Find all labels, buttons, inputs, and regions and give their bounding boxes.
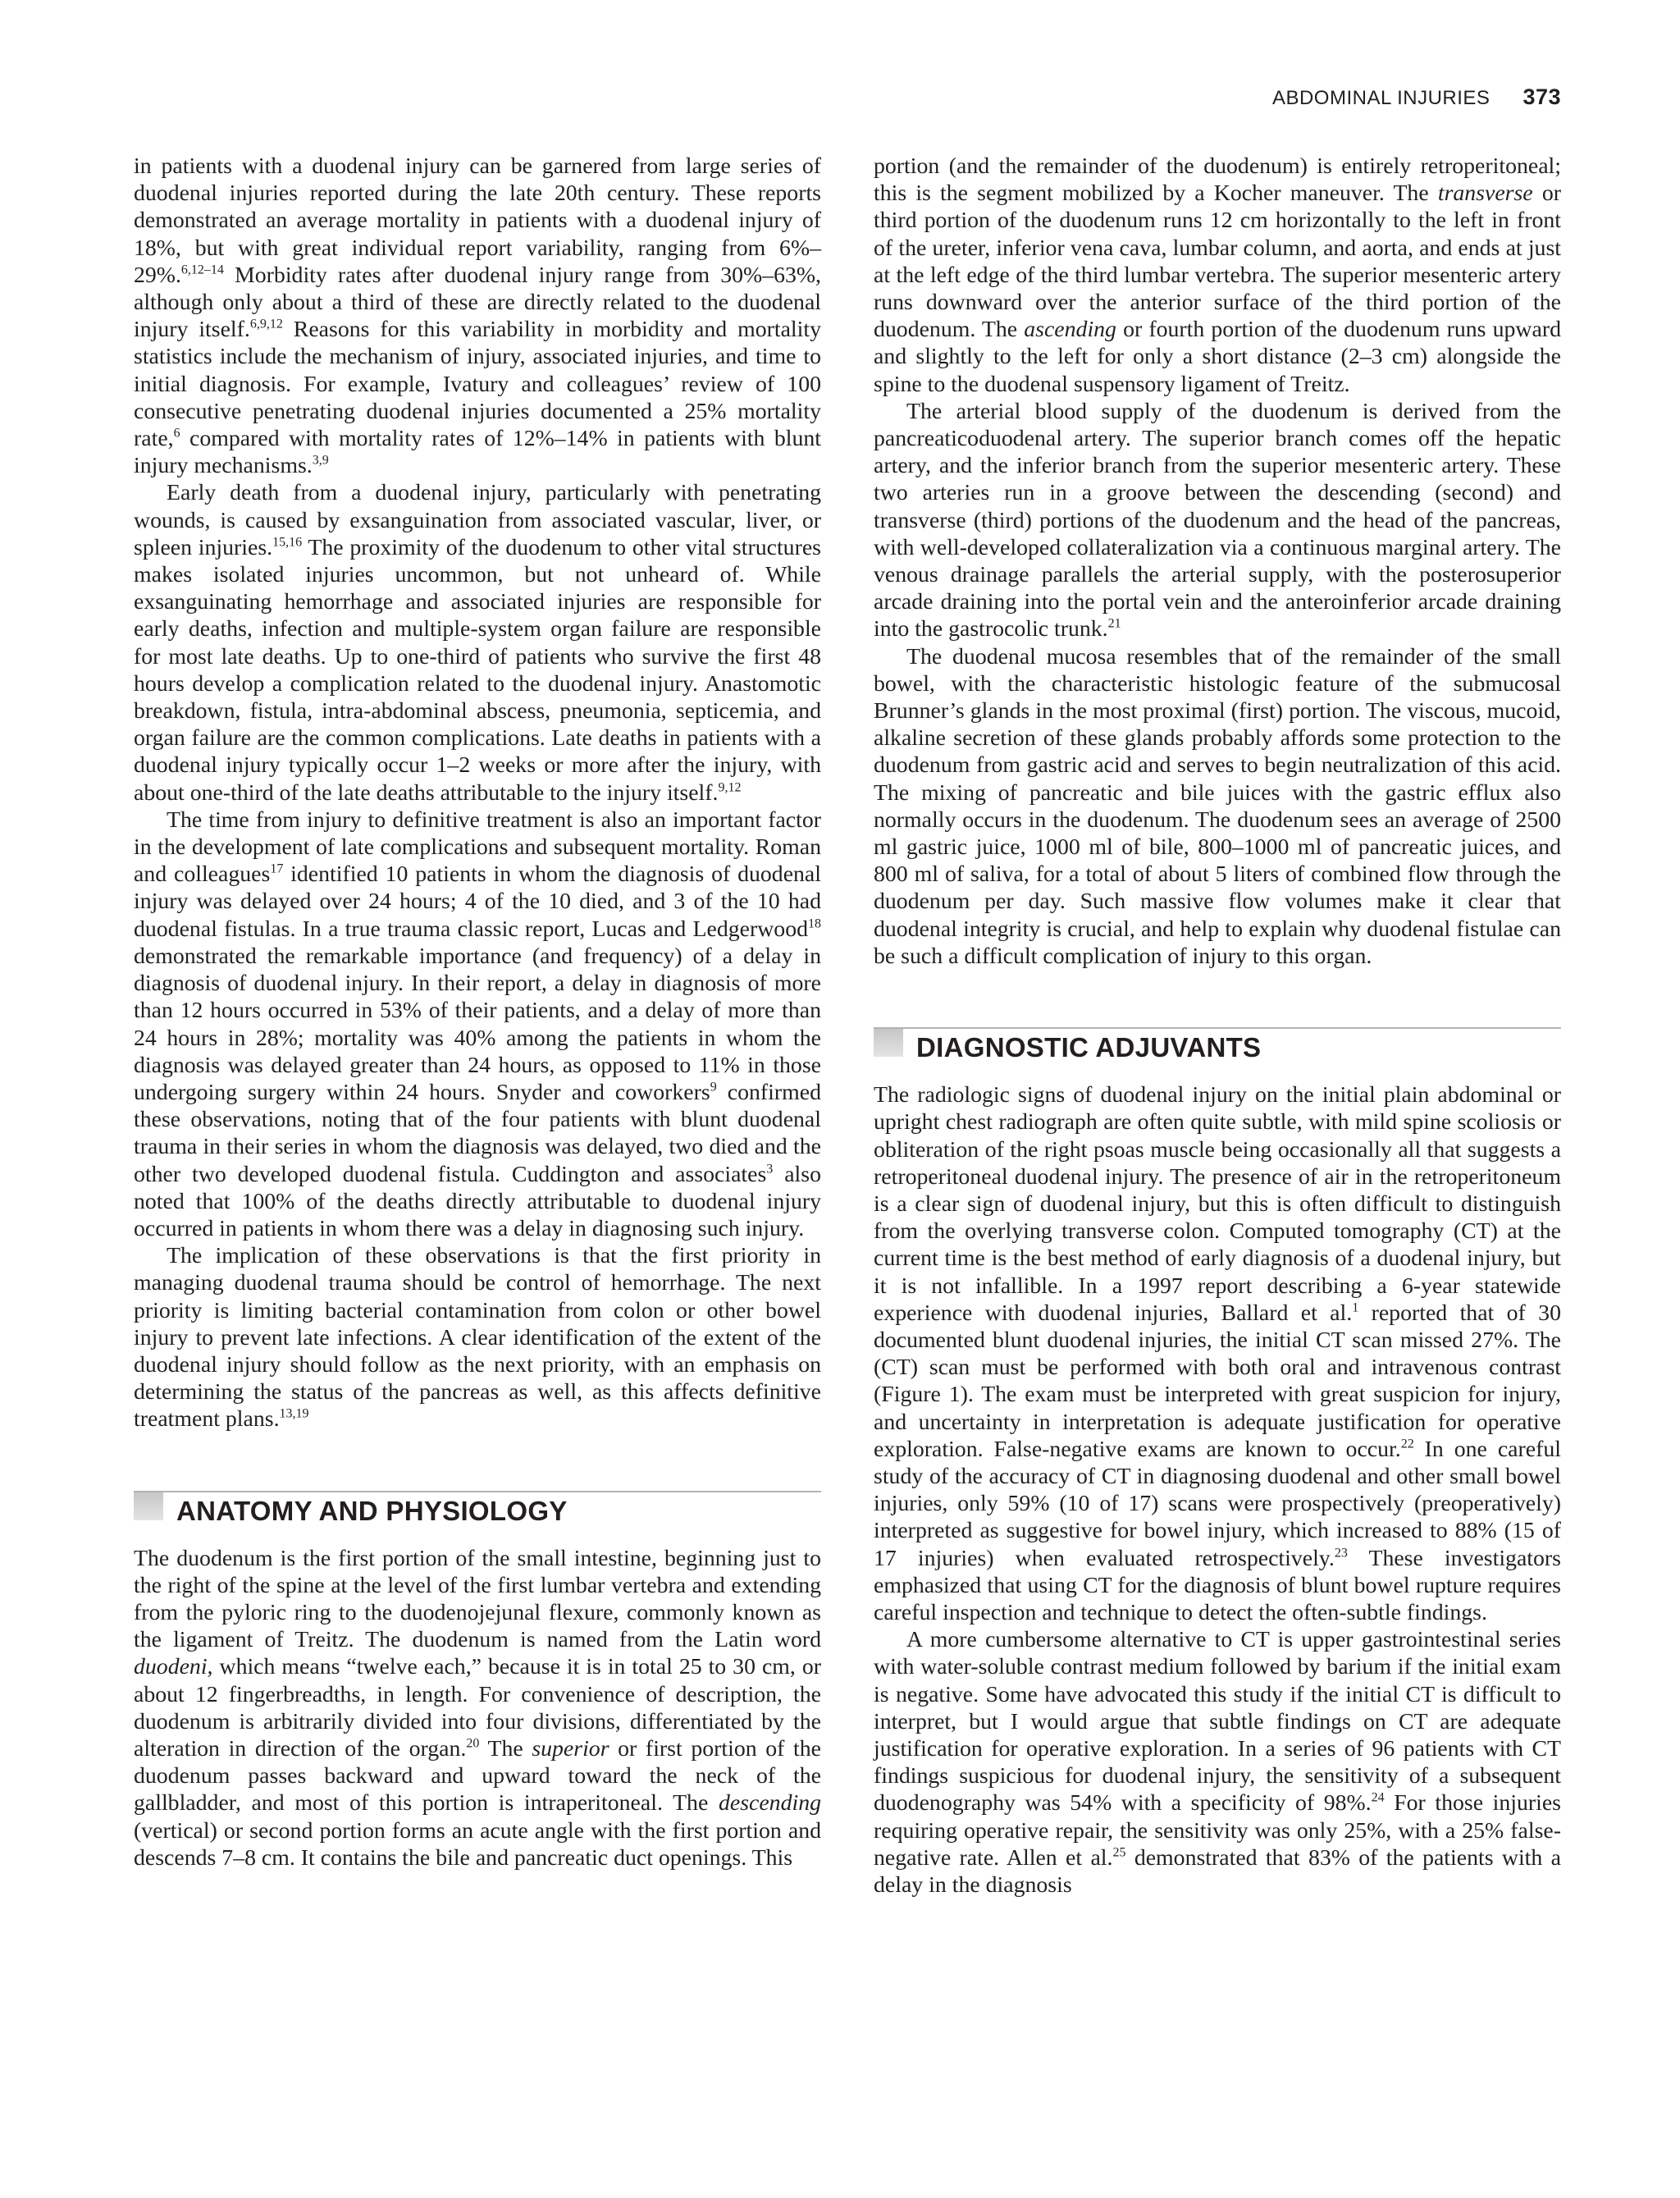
body-paragraph: portion (and the remainder of the duodenum) is entirely retroperitoneal; this is the segment mobilized by a Kocher maneuver. The transverse or third portion of the duodenum runs 12 cm horizontally to the left in front of the ureter, inferior vena cava, lumbar column, and aorta, and ends at just at the left edge of the third lumbar vertebra. The superior mesenteric artery runs downward over the anterior surface of the third portion of the duodenum. The ascending or fourth portion of the duodenum runs upward and slightly to the left for only a short distance (2–3 cm) alongside the spine to the duodenal suspensory ligament of Treitz. [874, 153, 1561, 397]
body-paragraph: The duodenum is the first portion of the small intestine, beginning just to the right of the spine at the level of the first lumbar vertebra and extending from the pyloric ring to the duodenojejunal flexure, commonly known as the ligament of Treitz. The duodenum is named from the Latin word duodeni, which means “twelve each,” because it is in total 25 to 30 cm, or about 12 fingerbreadths, in length. For convenience of description, the duodenum is arbitrarily divided into four divisions, differentiated by the alteration in direction of the organ.$^{20}$ The superior or first portion of the duodenum passes backward and upward toward the neck of the gallbladder, and most of this portion is intraperitoneal. The descending (vertical) or second portion forms an acute angle with the first portion and descends 7–8 cm. It contains the bile and pancreatic duct openings. This [134, 1545, 821, 1871]
body-paragraph: in patients with a duodenal injury can be garnered from large series of duodenal injuries reported during the late 20th century. These reports demonstrated an average mortality in patients with a duodenal injury of 18%, but with great individual report variability, ranging from 6%–29%.$^{6,12-14}$ Morbidity rates after duodenal injury range from 30%–63%, although only about a third of these are directly related to the duodenal injury itself.$^{6,9,12}$ Reasons for this variability in morbidity and mortality statistics include the mechanism of injury, associated injuries, and time to initial diagnosis. For example, Ivatury and colleagues’ review of 100 consecutive penetrating duodenal injuries documented a 25% mortality rate,$^6$ compared with mortality rates of 12%–14% in patients with blunt injury mechanisms.$^{3,9}$ [134, 153, 821, 479]
body-paragraph: The arterial blood supply of the duodenum is derived from the pancreaticoduodenal artery. The superior branch comes off the hepatic artery, and the inferior branch from the superior mesenteric artery. These two arteries run in a groove between the descending (second) and transverse (third) portions of the duodenum and the head of the pancreas, with well-developed collateralization via a continuous marginal artery. The venous drainage parallels the arterial supply, with the posterosuperior arcade draining into the portal vein and the anteroinferior arcade draining into the gastrocolic trunk.$^{21}$ [874, 398, 1561, 642]
running-header [1272, 85, 1561, 110]
page-number: 373 [1522, 85, 1561, 109]
left-column [134, 153, 821, 1871]
body-paragraph: The time from injury to definitive treatment is also an important factor in the development of late complications and subsequent mortality. Roman and colleagues$^{17}$ identified 10 patients in whom the diagnosis of duodenal injury was delayed over 24 hours; 4 of the 10 died, and 3 of the 10 had duodenal fistulas. In a true trauma classic report, Lucas and Ledgerwood$^{18}$ demonstrated the remarkable importance (and frequency) of a delay in diagnosis of duodenal injury. In their report, a delay in diagnosis of more than 12 hours occurred in 53% of their patients, and a delay of more than 24 hours in 28%; mortality was 40% among the patients in whom the diagnosis was delayed greater than 24 hours, as opposed to 11% in those undergoing surgery within 24 hours. Snyder and coworkers$^9$ confirmed these observations, noting that of the four patients with blunt duodenal trauma in their series in whom the diagnosis was delayed, two died and the other two developed duodenal fistula. Cuddington and associates$^3$ also noted that 100% of the deaths directly attributable to duodenal injury occurred in patients in whom there was a delay in diagnosing such injury. [134, 807, 821, 1241]
body-paragraph: The implication of these observations is that the first priority in managing duodenal trauma should be control of hemorrhage. The next priority is limiting bacterial contamination from colon or other bowel injury to prevent late infections. A clear identification of the extent of the duodenal injury should follow as the next priority, with an emphasis on determining the status of the pancreas as well, as this affects definitive treatment plans.$^{13,19}$ [134, 1243, 821, 1433]
body-paragraph: A more cumbersome alternative to CT is upper gastrointestinal series with water-soluble contrast medium followed by barium if the initial exam is negative. Some have advocated this study if the initial CT is difficult to interpret, but I would argue that subtle findings on CT are adequate justification for operative exploration. In a series of 96 patients with CT findings suspicious for duodenal injury, the sensitivity of a subsequent duodenography was 54% with a specificity of 98%.$^{24}$ For those injuries requiring operative repair, the sensitivity was only 25%, with a 25% false-negative rate. Allen et al.$^{25}$ demonstrated that 83% of the patients with a delay in the diagnosis [874, 1627, 1561, 1898]
right-column [874, 153, 1561, 1899]
section-heading [134, 1491, 821, 1530]
section-title: ANATOMY AND PHYSIOLOGY [176, 1495, 568, 1526]
section-title: DIAGNOSTIC ADJUVANTS [916, 1032, 1262, 1063]
section-heading [874, 1027, 1561, 1067]
section-marker [874, 1029, 903, 1057]
body-paragraph: Early death from a duodenal injury, particularly with penetrating wounds, is caused by exsanguination from associated vascular, liver, or spleen injuries.$^{15,16}$ The proximity of the duodenum to other vital structures makes isolated injuries uncommon, but not unheard of. While exsanguinating hemorrhage and associated injuries are responsible for early deaths, infection and multiple-system organ failure are responsible for most late deaths. Up to one-third of patients who survive the first 48 hours develop a complication related to the duodenal injury. Anastomotic breakdown, fistula, intra-abdominal abscess, pneumonia, septicemia, and organ failure are the common complications. Late deaths in patients with a duodenal injury typically occur 1–2 weeks or more after the injury, with about one-third of the late deaths attributable to the injury itself.$^{9,12}$ [134, 480, 821, 806]
section-marker [134, 1492, 163, 1520]
running-title: ABDOMINAL INJURIES [1271, 87, 1491, 109]
body-paragraph: The radiologic signs of duodenal injury on the initial plain abdominal or upright chest radiograph are often quite subtle, with mild spine scoliosis or obliteration of the right psoas muscle being occasionally all that suggests a retroperitoneal duodenal injury. The presence of air in the retroperitoneum is a clear sign of duodenal injury, but this is often difficult to distinguish from the overlying transverse colon. Computed tomography (CT) at the current time is the best method of early diagnosis of a duodenal injury, but it is not infallible. In a 1997 report describing a 6-year statewide experience with duodenal injuries, Ballard et al.$^1$ reported that of 30 documented blunt duodenal injuries, the initial CT scan missed 27%. The (CT) scan must be performed with both oral and intravenous contrast (Figure 1). The exam must be interpreted with great suspicion for injury, and uncertainty in interpretation is adequate justification for operative exploration. False-negative exams are known to occur.$^{22}$ In one careful study of the accuracy of CT in diagnosing duodenal and other small bowel injuries, only 59% (10 of 17) scans were prospectively (preoperatively) interpreted as suggestive for bowel injury, which increased to 88% (15 of 17 injuries) when evaluated retrospectively.$^{23}$ These investigators emphasized that using CT for the diagnosis of blunt bowel rupture requires careful inspection and technique to detect the often-subtle findings. [874, 1082, 1561, 1625]
body-paragraph: The duodenal mucosa resembles that of the remainder of the small bowel, with the characteristic histologic feature of the submucosal Brunner’s glands in the most proximal (first) portion. The viscous, mucoid, alkaline secretion of these glands probably affords some protection to the duodenum from gastric acid and serves to begin neutralization of this acid. The mixing of pancreatic and bile juices with the gastric efflux also normally occurs in the duodenum. The duodenum sees an average of 2500 ml gastric juice, 1000 ml of bile, 800–1000 ml of pancreatic juices, and 800 ml of saliva, for a total of about 5 liters of combined flow through the duodenum per day. Such massive flow volumes make it clear that duodenal integrity is crucial, and help to explain why duodenal fistulae can be such a difficult complication of injury to this organ. [874, 643, 1561, 969]
